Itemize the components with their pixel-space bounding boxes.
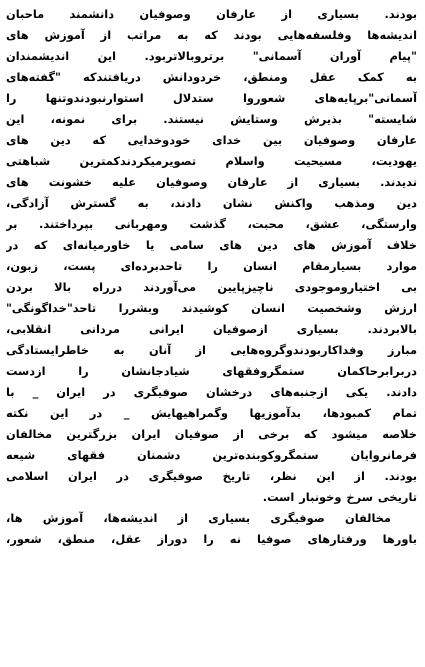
text-line: آسمانی"برپایه‌های شعوروا ستدلال استوارنبودندوتنها را [6,91,417,105]
text-line: مبارز وفداکاربودندوگروه‌هایی از آنان به خاطرایستادگی [6,343,417,357]
text-line: بالابردند. بسیاری ازصوفیان ایرانی مردانی انقلابی، [6,322,417,336]
text-line: مخالفان صوفیگری بسیاری از اندیشه‌ها، آموزش ها، [6,511,391,525]
text-line: دادند. یکی ازجنبه‌های درخشان صوفیگری در ایران _ با [6,385,417,399]
text-line: باورها ورفتارهای صوفیا نه را دوراز عقل، منطق، شعور، [6,532,417,546]
text-line: خلاف آموزش های دین های سامی یا خاورمیانه‌ای که در [6,238,417,252]
text-line: موارد بسیارمقام انسان را تاحدبرده‌ای پست، زبون، [6,259,417,273]
body-text [6,4,417,550]
text-line: به کمک عقل ومنطق، خردودانش دریافتندکه "گفته‌های [6,70,417,84]
text-line: ارزش وشخصیت انسان کوشیدند وبشررا تاحد"خداگونگی" [6,301,417,315]
text-line: "پیام آوران آسمانی" برتروبالاتربود. این اندیشمندان [6,49,417,63]
text-line: دربرابرحاکمان ستمگروفقهای شیادجانشان را ازدست [6,364,417,378]
text-line: عارفان وصوفیان بین خدای خودوخدایی که دین های [6,133,417,147]
text-line: فرمانروایان ستمگروکوبنده‌ترین دشمنان فقهای شیعه [6,448,417,462]
text-line: خلاصه میشود که برخی از صوفیان ایران بزرگترین مخالفان [6,427,417,441]
text-line: اندیشه‌ها وفلسفه‌هایی بودند که به مراتب از آموزش های [6,28,417,42]
text-line: ندیدند. بسیاری از عارفان وصوفیان علیه خشونت های [6,175,417,189]
text-line: تاریخی سرخ وخونبار است. [262,490,417,504]
text-line: بودند. از این نظر، تاریخ صوفیگری در ایران اسلامی [6,469,417,483]
text-line: یهودیت، مسیحیت واسلام تصویرمیکردندکمترین شباهتی [6,154,417,168]
text-line: وارستگی، عشق، محبت، گذشت ومهربانی بپرداختند. بر [6,217,417,231]
text-line: بودند. بسیاری از عارفان وصوفیان دانشمند ماحبان [6,7,417,21]
text-line: دین ومذهب واکنش نشان دادند، به گسترش آزادگی، [6,196,417,210]
text-line: بی اختیاروموجودی ناچیزپایین می‌آوردند درراه بالا بردن [6,280,417,294]
text-line: تمام کمبودها، بدآموزیها وگمراهیهایش _ در این نکته [6,406,417,420]
text-line: شایسته" بذیرش وستایش نیستند. برای نمونه، این [6,112,417,126]
